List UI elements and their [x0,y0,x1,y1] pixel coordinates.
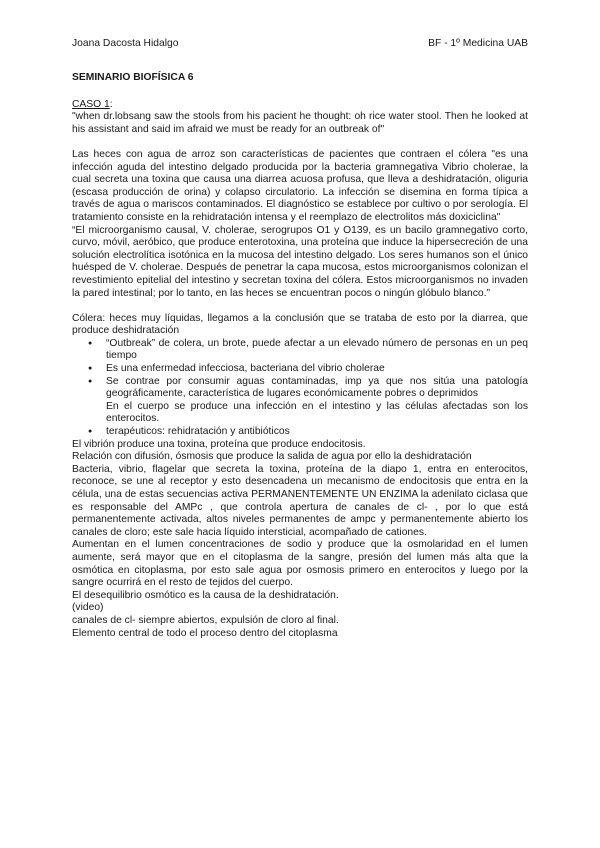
line-imbalance: El desequilibrio osmótico es la causa de la deshidratación. [72,589,339,601]
author-name: Joana Dacosta Hidalgo [72,38,179,49]
line-channels: canales de cl- siempre abiertos, expulsión de cloro al final. [72,614,339,626]
document-title: SEMINARIO BIOFÍSICA 6 [72,72,194,83]
bullet-list [72,338,528,439]
line-central-element: Elemento central de todo el proceso dentro del citoplasma [72,627,338,639]
paragraph-conclusion: Cólera: heces muy líquidas, llegamos a la conclusión que se trataba de esto por la diarrea, que produce deshidratación [72,312,528,337]
course-label: BF - 1º Medicina UAB [428,38,528,49]
case-heading-colon: : [109,98,113,110]
spacer [72,136,528,149]
page-header [72,38,528,52]
bullet-item: ● Se contrae por consumir aguas contaminadas, imp ya que nos sitúa una patología geográficamente, característica de lugares económicamente pobres o deprimidos [106,376,528,401]
line-video: (video) [72,602,104,614]
bullet-item: ● Es una enfermedad infecciosa, bacteriana del vibrio cholerae [106,363,528,376]
paragraph-osmolarity: Aumentan en el lumen concentraciones de sodio y produce que la osmolaridad en el lumen aumente, será mayor que en el citoplasma de la sangre, presión del lumen más alta que la osmótica en citoplasma, por esto sale agua por osmosis primero en enterocitos y luego por la sangre ocurrirá en el resto de tejidos del cuerpo. [72,539,528,589]
bullet-item: ● “Outbreak” de colera, un brote, puede afectar a un elevado número de personas en un peq tiempo [106,338,528,363]
paragraph-mechanism: Bacteria, vibrio, flagelar que secreta la toxina, proteína de la diapo 1, entra en enterocitos, reconoce, se une al receptor y esto desencadena un mecanismo de endocitosis que entra en la célula, una de estas secuencias activa PERMANENTEMENTE UN ENZIMA la adenilato ciclasa que es responsable del AMPc , que controla apertura de canales de cl- , por lo que está permanentemente activada, altos niveles permanentes de ampc y permanentemente abierto los canales de cloro; este sale hacia líquido intersticial, acompañado de cationes. [72,463,528,538]
line-toxin: El vibrión produce una toxina, proteína que produce endocitosis. [72,438,366,450]
case-quote: "when dr.lobsang saw the stools from his pacient he thought: oh rice water stool. Then he looked at his assistant and said im afraid we must be ready for an outbreak of" [72,111,528,135]
spacer [72,300,528,313]
case-heading: CASO 1 [72,98,110,110]
line-diffusion: Relación con difusión, ósmosis que produce la salida de agua por ello la deshidratación [72,451,472,463]
paragraph-cholera-definition: Las heces con agua de arroz son características de pacientes que contraen el cólera "es una infección aguda del intestino delgado producida por la bacteria gramnegativa Vibrio cholerae, la cual secreta una toxina que causa una diarrea acuosa profusa, que lleva a deshidratación, oliguria (escasa producción de orina) y colapso circulatorio. La infección se disemina en forma típica a través de agua o mariscos contaminados. El diagnóstico se establece por cultivo o por serología. El tratamiento consiste en la rehidratación intensa y el reemplazo de electrolitos más doxiciclina" [72,148,528,223]
paragraph-microorganism: “El microorganismo causal, V. cholerae, serogrupos O1 y O139, es un bacilo gramnegativo corto, curvo, móvil, aeróbico, que produce enterotoxina, una proteína que induce la hipersecreción de una solución electrolítica isotónica en la mucosa del intestino delgado. Los seres humanos son el único huésped de V. cholerae. Después de penetrar la capa mucosa, estos microorganismos colonizan el revestimiento epitelial del intestino y secretan toxina del cólera. Estos microorganismos no invaden la pared intestinal; por lo tanto, en las heces se encuentran pocos o ningún glóbulo blanco.” [72,224,528,299]
bullet-continuation: En el cuerpo se produce una infección en el intestino y las células afectadas son los enterocitos. [106,400,528,425]
bullet-item: ● terapéuticos: rehidratación y antibióticos [106,426,528,439]
